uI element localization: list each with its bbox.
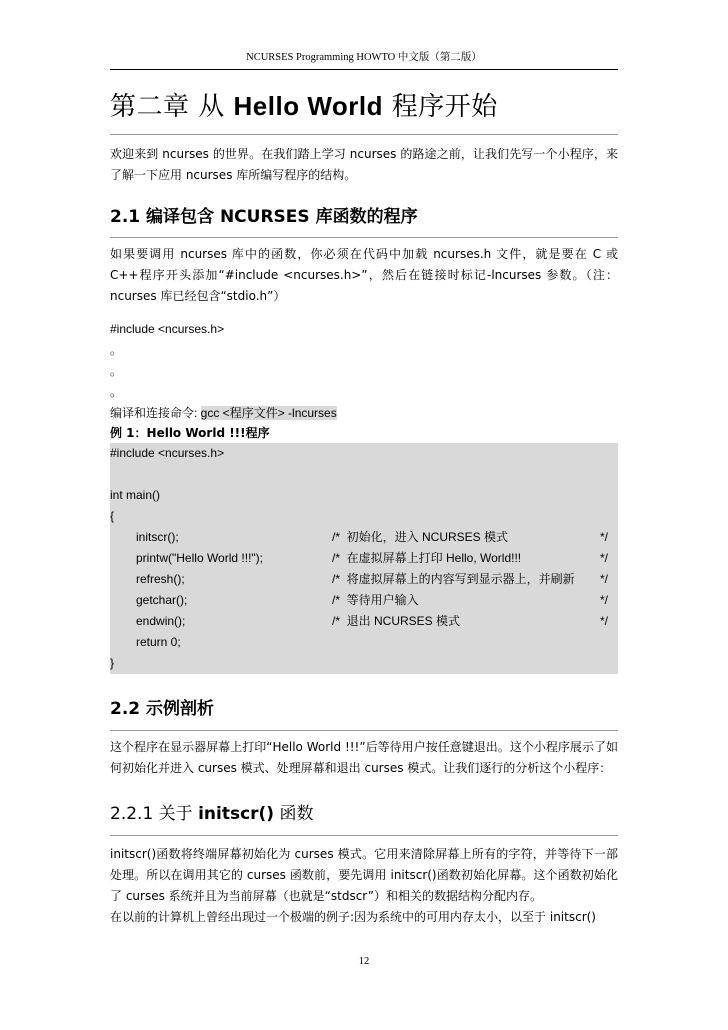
code-statement: getchar(); bbox=[136, 593, 188, 607]
ellipsis-dot: 。 bbox=[110, 343, 123, 357]
code-close-brace: } bbox=[110, 656, 115, 670]
code-comment-end: */ bbox=[600, 593, 609, 607]
code-open-brace: { bbox=[110, 509, 115, 523]
code-row bbox=[110, 548, 618, 569]
code-row bbox=[110, 569, 618, 590]
ellipsis-dot: 。 bbox=[110, 364, 123, 378]
section-2-2-paragraph: 这个程序在显示器屏幕上打印“Hello World !!!”后等待用户按任意键退出。这个小程序展示了如何初始化并进入 curses 模式、处理屏幕和退出 curses 模式。让我们逐行的分析这个小程序： bbox=[110, 740, 618, 775]
include-line: #include <ncurses.h> bbox=[110, 322, 225, 336]
section-2-2-1-heading-suffix: 函数 bbox=[274, 804, 314, 824]
code-include: #include <ncurses.h> bbox=[110, 446, 225, 460]
code-comment-end: */ bbox=[600, 530, 609, 544]
chapter-title-bold: Hello World bbox=[233, 91, 383, 121]
code-statement: initscr(); bbox=[136, 530, 179, 544]
code-statement: return 0; bbox=[136, 635, 181, 649]
running-header: NCURSES Programming HOWTO 中文版（第二版） bbox=[110, 50, 618, 70]
chapter-title-prefix: 第二章 从 bbox=[110, 92, 234, 122]
code-main: int main() bbox=[110, 488, 161, 502]
code-comment-end bbox=[600, 632, 618, 653]
example-title: 例 1：Hello World !!!程序 bbox=[110, 426, 270, 440]
section-2-1-heading: 2.1 编译包含 NCURSES 库函数的程序 bbox=[110, 204, 618, 238]
code-comment: /* 等待用户输入 bbox=[332, 593, 419, 607]
compile-command: gcc <程序文件> -lncurses bbox=[200, 406, 337, 420]
intro-paragraph: 欢迎来到 ncurses 的世界。在我们踏上学习 ncurses 的路途之前，让我们先写一个小程序，来了解一下应用 ncurses 库所编写程序的结构。 bbox=[110, 147, 618, 182]
code-comment-end: */ bbox=[600, 614, 609, 628]
code-row bbox=[110, 632, 618, 653]
code-row bbox=[110, 590, 618, 611]
chapter-title bbox=[110, 86, 618, 135]
page-content bbox=[110, 86, 618, 928]
code-row bbox=[110, 611, 618, 632]
section-2-2-1-heading bbox=[110, 801, 618, 836]
compile-command-line bbox=[110, 403, 618, 424]
code-comment: /* 初始化，进入 NCURSES 模式 bbox=[332, 530, 509, 544]
section-2-2-1-heading-prefix: 2.2.1 关于 bbox=[110, 804, 199, 824]
page-number: 12 bbox=[358, 956, 370, 967]
code-comment: /* 退出 NCURSES 模式 bbox=[332, 614, 461, 628]
code-listing bbox=[110, 443, 618, 674]
chapter-title-suffix: 程序开始 bbox=[383, 92, 498, 122]
code-statement: printw("Hello World !!!"); bbox=[136, 551, 263, 565]
code-comment bbox=[332, 632, 600, 653]
code-blank-line bbox=[110, 464, 618, 485]
code-statement: refresh(); bbox=[136, 572, 185, 586]
section-2-2-heading: 2.2 示例剖析 bbox=[110, 696, 618, 731]
code-comment-end: */ bbox=[600, 572, 609, 586]
section-2-2-1-paragraph: initscr()函数将终端屏幕初始化为 curses 模式。它用来清除屏幕上所有的字符，并等待下一部处理。所以在调用其它的 curses 函数前，要先调用 initscr()函数初始化屏幕。这个函数初始化了 curses 系统并且为当前屏幕（也就是“stdscr”）和相关的数据结构分配内存。 bbox=[110, 847, 618, 903]
code-statement: endwin(); bbox=[136, 614, 186, 628]
code-comment: /* 将虚拟屏幕上的内容写到显示器上，并刷新 bbox=[332, 572, 575, 586]
compile-label: 编译和连接命令: bbox=[110, 406, 201, 420]
section-2-1-paragraph: 如果要调用 ncurses 库中的函数，你必须在代码中加载 ncurses.h 文件，就是要在 C 或 C++程序开头添加“#include <ncurses.h>”，然后在链接时标记-lncurses 参数。（注：ncurses 库已经包含“stdio.h”） bbox=[110, 247, 618, 303]
code-comment-end: */ bbox=[600, 551, 609, 565]
section-2-2-1-paragraph-continued: 在以前的计算机上曾经出现过一个极端的例子:因为系统中的可用内存太小，以至于 initscr() bbox=[110, 910, 596, 924]
section-2-2-1-heading-function: initscr() bbox=[198, 804, 275, 824]
code-comment: /* 在虚拟屏幕上打印 Hello, World!!! bbox=[332, 551, 522, 565]
ellipsis-dot: 。 bbox=[110, 385, 123, 399]
code-row bbox=[110, 527, 618, 548]
